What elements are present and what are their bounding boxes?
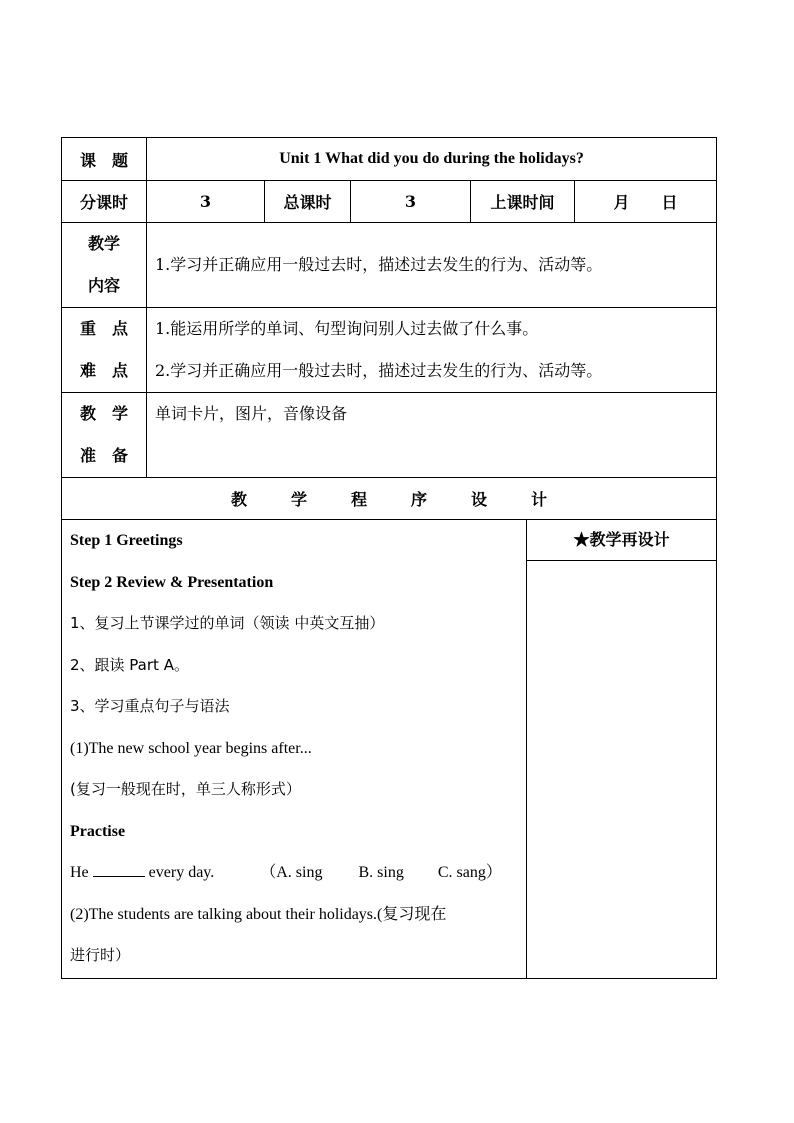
procedure-cell <box>62 520 527 979</box>
option-b: B. sing <box>358 864 404 881</box>
sentence-2-line1: (2)The students are talking about their holidays.(复习现在 <box>70 905 447 923</box>
content-text: 1.学习并正确应用一般过去时，描述过去发生的行为、活动等。 <box>147 223 717 308</box>
exercise-blank <box>93 862 145 877</box>
prep-label <box>62 393 147 478</box>
note-1: (复习一般现在时，单三人称形式） <box>70 780 301 798</box>
step2-heading: Step 2 Review & Presentation <box>70 573 274 591</box>
sub-period-label: 分课时 <box>62 181 147 223</box>
prep-label-line2: 准 备 <box>79 446 128 465</box>
period-row <box>62 181 717 223</box>
total-period-value: 3 <box>351 181 471 223</box>
exercise-end: every day. <box>148 864 215 881</box>
lesson-plan-table <box>61 137 717 979</box>
section-title: 教学程序设计 <box>62 478 717 520</box>
keypoint-2: 2.学习并正确应用一般过去时，描述过去发生的行为、活动等。 <box>155 361 603 380</box>
procedure-item-3: 3、学习重点句子与语法 <box>70 697 230 715</box>
class-time-value: 月 日 <box>575 181 717 223</box>
step1-heading: Step 1 Greetings <box>70 532 183 549</box>
content-row <box>62 223 717 308</box>
procedure-item-2: 2、跟读 Part A。 <box>70 655 189 674</box>
redesign-cell <box>527 520 717 979</box>
keypoints-label-line2: 难 点 <box>79 361 128 380</box>
keypoints-row <box>62 308 717 393</box>
prep-row <box>62 393 717 478</box>
keypoints-label <box>62 308 147 393</box>
total-period-label: 总课时 <box>265 181 351 223</box>
option-c: C. sang） <box>437 864 502 881</box>
keypoints-text <box>147 308 717 393</box>
redesign-header: ★教学再设计 <box>527 520 716 561</box>
class-time-label: 上课时间 <box>471 181 575 223</box>
content-label-line1: 教学 <box>87 234 120 253</box>
content-label <box>62 223 147 308</box>
topic-value: Unit 1 What did you do during the holidays? <box>147 138 717 181</box>
topic-label: 课 题 <box>62 138 147 181</box>
prep-text: 单词卡片，图片，音像设备 <box>147 393 717 478</box>
keypoint-1: 1.能运用所学的单词、句型询问别人过去做了什么事。 <box>155 319 539 338</box>
sentence-1: (1)The new school year begins after... <box>70 739 312 757</box>
option-a: （A. sing <box>260 864 323 881</box>
procedure-row <box>62 520 717 979</box>
sentence-2-line2: 进行时） <box>70 946 131 964</box>
content-label-line2: 内容 <box>87 276 120 295</box>
exercise-line <box>70 852 520 894</box>
procedure-item-1: 1、复习上节课学过的单词（领读 中英文互抽） <box>70 614 385 632</box>
practise-heading: Practise <box>70 822 126 840</box>
topic-row <box>62 138 717 181</box>
keypoints-label-line1: 重 点 <box>79 319 128 338</box>
section-title-row <box>62 478 717 520</box>
prep-label-line1: 教 学 <box>79 404 128 423</box>
exercise-start: He <box>70 864 89 881</box>
sub-period-value: 3 <box>147 181 265 223</box>
